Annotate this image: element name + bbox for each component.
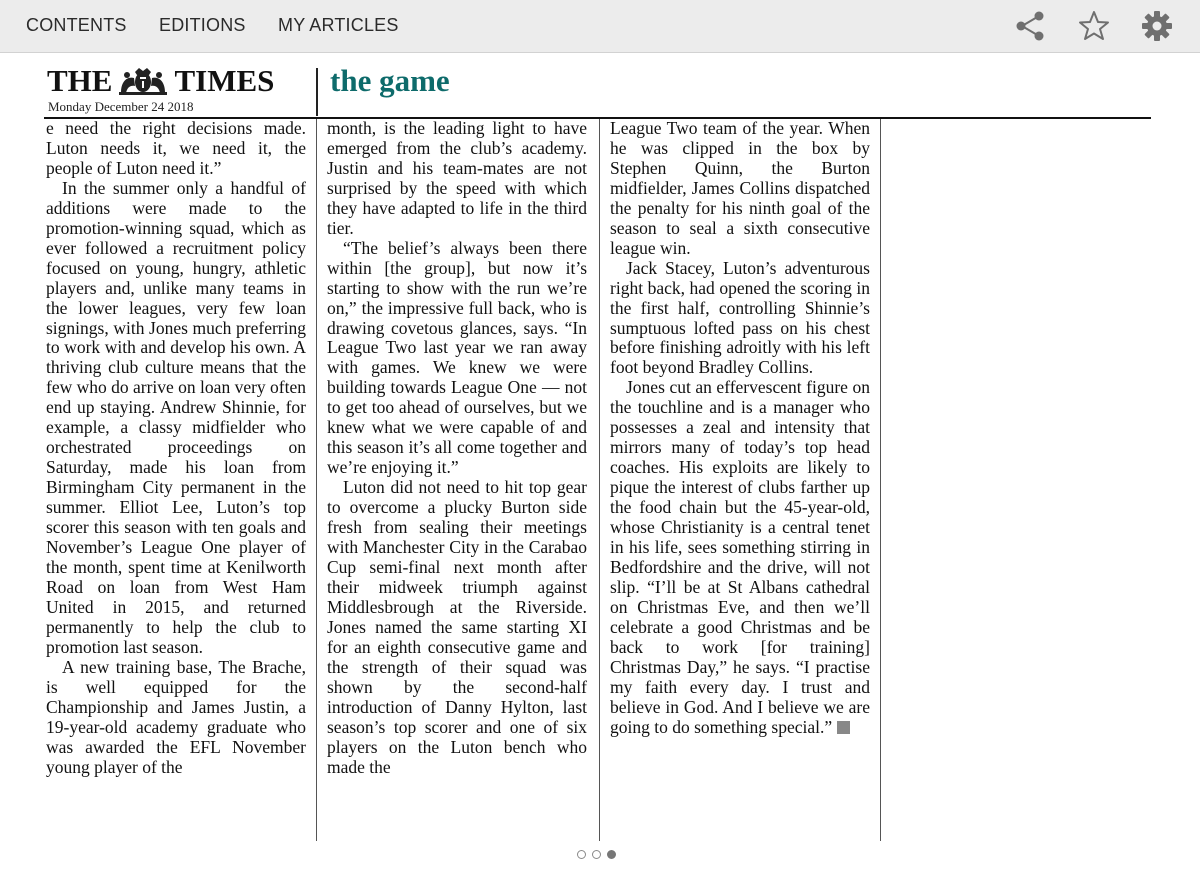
logo-the: THE xyxy=(47,63,113,98)
article-column-2 xyxy=(327,119,587,841)
paragraph: e need the right decisions made. Luton needs it, we need it, the people of Luton need it.” xyxy=(46,119,306,178)
column-divider xyxy=(599,119,600,841)
top-toolbar xyxy=(0,0,1200,53)
paragraph: League Two team of the year. When he was clipped in the box by Stephen Quinn, the Burton midfielder, James Collins dispatched the penalty for his ninth goal of the season to seal a sixth consecutive league win. xyxy=(610,119,870,258)
the-times-logo xyxy=(47,63,275,98)
paragraph: A new training base, The Brache, is well equipped for the Championship and James Justin, a 19-year-old academy graduate who was awarded the EFL November young player of the xyxy=(46,656,306,777)
royal-crest-icon xyxy=(115,66,171,96)
section-title: the game xyxy=(330,63,450,98)
gear-icon[interactable] xyxy=(1140,9,1174,43)
logo-times: TIMES xyxy=(174,63,275,98)
page-indicator xyxy=(577,850,616,859)
star-icon[interactable] xyxy=(1077,9,1111,43)
masthead-divider xyxy=(316,68,318,116)
publication-date: Monday December 24 2018 xyxy=(48,99,194,114)
page-dot-1[interactable] xyxy=(577,850,586,859)
nav-editions[interactable]: EDITIONS xyxy=(159,15,246,35)
paragraph: month, is the leading light to have emerged from the club’s academy. Justin and his team-mates are not surprised by the speed with which they have adapted to life in the third tier. xyxy=(327,119,587,238)
share-icon[interactable] xyxy=(1013,9,1047,43)
nav-contents[interactable]: CONTENTS xyxy=(26,15,127,35)
masthead xyxy=(0,52,1200,118)
paragraph xyxy=(610,378,870,737)
page-dot-3-current[interactable] xyxy=(607,850,616,859)
paragraph: In the summer only a handful of additions were made to the promotion-winning squad, which as ever followed a recruitment policy focused on young, hungry, athletic players and, unlike many teams in the lower leagues, very few loan signings, with Jones much preferring to work with and develop his own. A thriving club culture means that the few who do arrive on loan very often end up staying. Andrew Shinnie, for example, a classy midfielder who orchestrated proceedings on Saturday, made his loan from Birmingham City permanent in the summer. Elliot Lee, Luton’s top scorer this season with ten goals and November’s League One player of the month, spent time at Kenilworth Road on loan from West Ham United in 2015, and returned permanently to help the club to promotion last season. xyxy=(46,177,306,657)
paragraph: Jack Stacey, Luton’s adventurous right back, had opened the scoring in the first half, controlling Shinnie’s sumptuous lofted pass on his chest before finishing adroitly with his left foot beyond Bradley Collins. xyxy=(610,257,870,378)
page-dot-2[interactable] xyxy=(592,850,601,859)
article-column-1 xyxy=(46,119,306,841)
column-divider xyxy=(316,119,317,841)
nav-my-articles[interactable]: MY ARTICLES xyxy=(278,15,399,35)
article-column-3 xyxy=(610,119,870,841)
paragraph-text: Jones cut an effervescent figure on the touchline and is a manager who possesses a zeal and intensity that mirrors many of today’s top head coaches. His exploits are likely to pique the interest of clubs farther up the food chain but the 45-year-old, whose Christianity is a central tenet in his life, sees something stirring in Bedfordshire and the drive, will not slip. “I’ll be at St Albans cathedral on Christmas Eve, and then we’ll celebrate a good Christmas and be back to work [for training] Christmas Day,” he says. “I practise my faith every day. I trust and believe in God. And I believe we are going to do something special.” xyxy=(610,377,870,737)
paragraph: Luton did not need to hit top gear to overcome a plucky Burton side fresh from sealing their meetings with Manchester City in the Carabao Cup semi-final next month after their midweek triumph against Middlesbrough at the Riverside. Jones named the same starting XI for an eighth consecutive game and the strength of their squad was shown by the second-half introduction of Danny Hylton, last season’s top scorer and one of six players on the Luton bench who made the xyxy=(327,477,587,777)
end-of-article-icon xyxy=(837,721,850,734)
column-divider xyxy=(880,119,881,841)
paragraph: “The belief’s always been there within [the group], but now it’s starting to show with the run we’re on,” the impressive full back, who is drawing covetous glances, says. “In League Two last year we ran away with games. We knew we were building towards League One — not to get too ahead of ourselves, but we knew what we were capable of and this season it’s all come together and we’re enjoying it.” xyxy=(327,237,587,478)
